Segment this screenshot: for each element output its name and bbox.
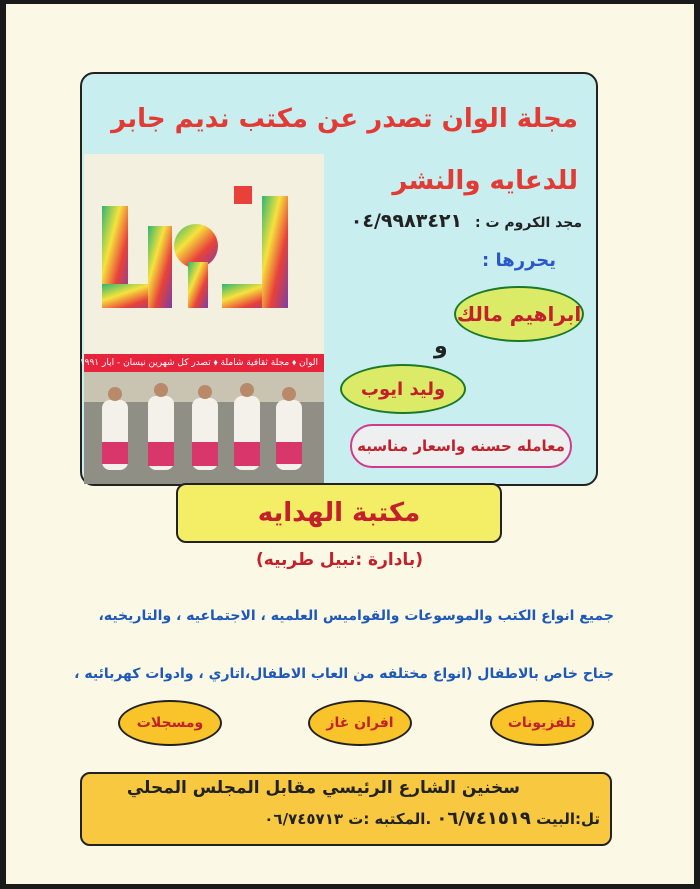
ad-headline-line2: للدعايه والنشر [392,166,578,196]
ad-phone-number: ٠٤/٩٩٨٣٤٢١ [350,210,463,232]
item-pill-gas-ovens: افران غاز [308,700,412,746]
library-manager: (بادارة :نبيل طربيه) [256,550,423,570]
cover-info-strip: الوان ⬧ مجلة ثقافية شاملة ⬧ تصدر كل شهرين نيسان - ايار ١٩٩١ [84,354,324,372]
ad-headline-line1: مجلة الوان تصدر عن مكتب نديم جابر [111,104,578,134]
dancers-photo [84,372,324,484]
address-box [80,772,612,846]
edited-by-label: يحررها : [482,250,556,271]
library-address: سخنين الشارع الرئيسي مقابل المجلس المحلي [126,778,520,798]
slogan-badge: معامله حسنه واسعار مناسبه [350,424,572,468]
alwan-logo [96,166,296,336]
phones-mid: .المكتبه :ت [348,810,432,828]
library-name: مكتبة الهدايه [257,498,421,528]
editor-badge-1: ابراهيم مالك [454,286,584,342]
library-name-box [176,483,502,543]
ad-phone-prefix: ت : [474,215,500,231]
magazine-page [6,4,694,884]
library-kids-line: جناح خاص بالاطفال (انواع مختلفه من العاب الاطفال،اتاري ، وادوات كهربائيه ، [74,666,614,682]
item-pill-tv: تلفزيونات [490,700,594,746]
alwan-ad-panel [80,72,598,486]
library-books-line: جميع انواع الكتب والموسوعات والقواميس العلميه ، الاجتماعيه ، والتاريخيه، [98,608,614,624]
magazine-cover-image [79,154,324,484]
ad-location: مجد الكروم [504,215,582,231]
phones-prefix: تل:البيت [536,810,600,828]
svg-text:الوان: الوان [246,332,249,333]
ad-contact [351,210,582,232]
library-phones [264,808,600,829]
editor-badge-2: وليد ايوب [340,364,466,414]
phone-home: ٠٦/٧٤١٥١٩ [436,808,531,829]
conjunction-and: و [434,334,448,359]
phone-office: ٠٦/٧٤٥٧١٣ [264,810,344,828]
item-pill-recorders: ومسجلات [118,700,222,746]
